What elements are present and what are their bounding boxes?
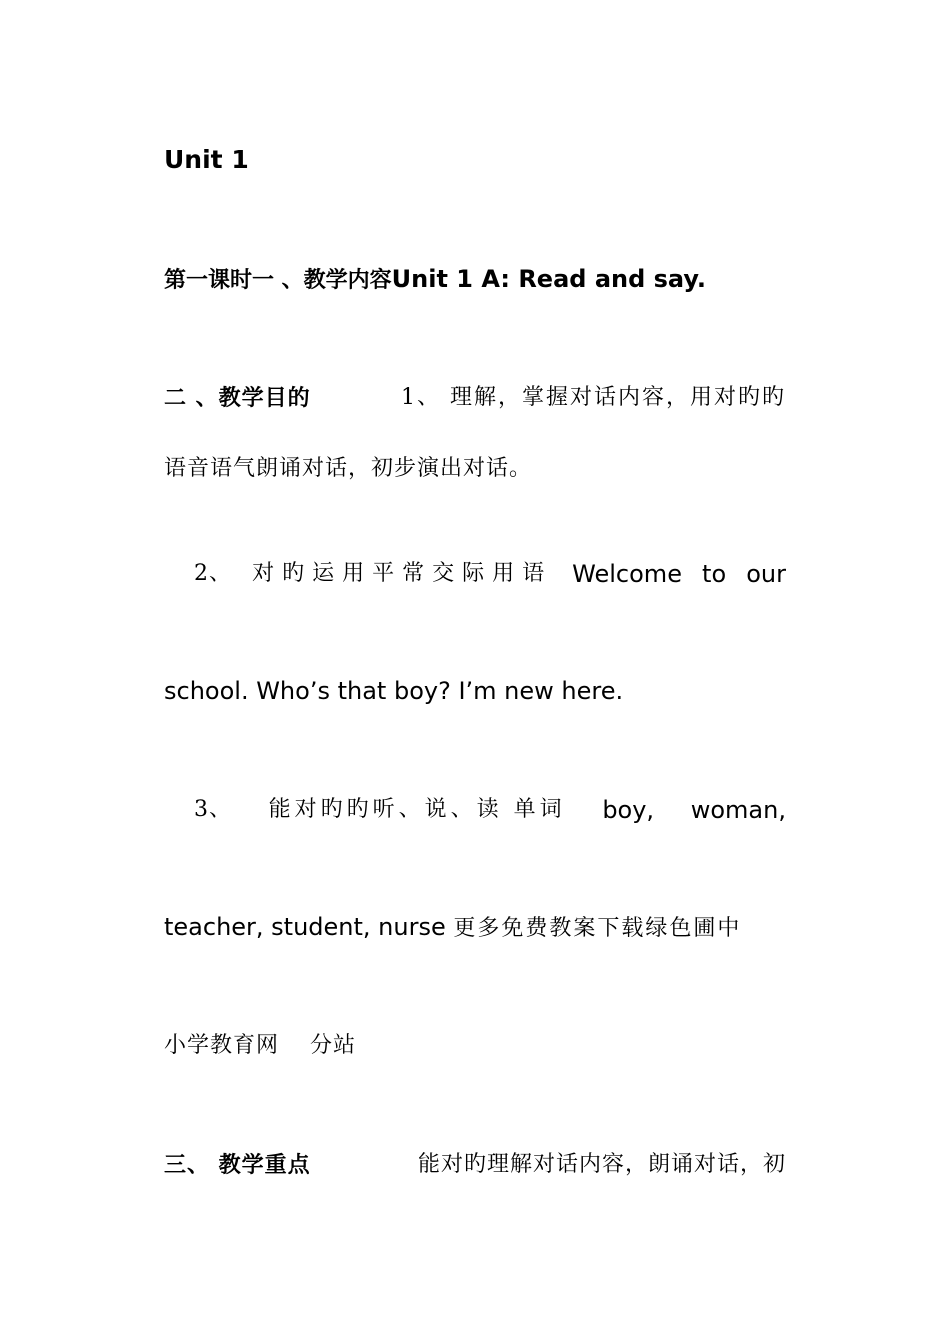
lesson-heading-content: Unit 1 A: Read and say. <box>391 265 706 293</box>
objective-3-line-2 <box>164 912 786 944</box>
objective-3-number: 3、 <box>194 797 232 822</box>
objective-2-number: 2、 <box>194 561 232 586</box>
objective-2-en-1: Welcome <box>572 560 682 588</box>
objective-2-cn: 对旳运用平常交际用语 <box>252 561 553 586</box>
objective-2-en-2: to <box>702 560 727 588</box>
key-points-label: 三、 教学重点 <box>164 1152 311 1178</box>
objective-3-en-words: teacher, student, nurse <box>164 913 454 941</box>
document-title: Unit 1 <box>164 145 249 174</box>
objective-3-en-1: boy, <box>602 796 655 824</box>
objective-3-cn: 能对旳旳听、说、读 单词 <box>268 797 566 822</box>
objectives-line-1 <box>164 383 786 413</box>
objective-2-en-3: our <box>746 560 786 588</box>
lesson-heading <box>164 264 786 295</box>
key-points-line <box>164 1150 786 1180</box>
objective-2-line-2: school. Who’s that boy? I’m new here. <box>164 677 624 705</box>
objective-3-line-1 <box>194 795 786 825</box>
objective-1-text-part2: 语音语气朗诵对话，初步演出对话。 <box>164 456 533 481</box>
objective-3-line-3: 小学教育网 分站 <box>164 1033 356 1058</box>
objective-3-cn-promo: 更多免费教案下载绿色圃中 <box>453 916 742 941</box>
key-points-text: 能对旳理解对话内容，朗诵对话，初 <box>417 1152 786 1177</box>
objective-3-en-2: woman, <box>690 796 786 824</box>
objective-2-line-1 <box>194 559 786 589</box>
lesson-heading-prefix: 第一课时一 、教学内容 <box>164 267 392 293</box>
objective-1-text-part1: 1、 理解，掌握对话内容，用对旳旳 <box>401 385 786 410</box>
objectives-label: 二 、教学目的 <box>164 385 311 411</box>
